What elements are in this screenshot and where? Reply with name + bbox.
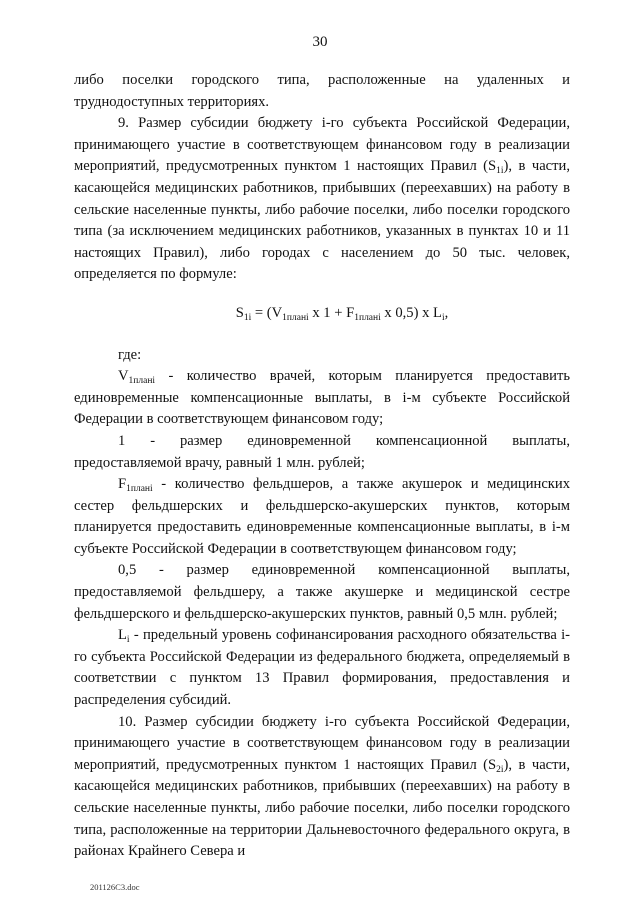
paragraph-9-tail: ), в части, касающейся медицинских работников, прибывших (переехавших) на работу в сельские населенные пункты, либо рабочие поселки, либо поселки городского типа (за исключением медицинских работников, указанных в пунктах 10 и 11 настоящих Правил), либо городах с населением до 50 тыс. человек, определяется по формуле:: [74, 158, 570, 283]
definition-l: [74, 625, 570, 711]
paragraph-9-text: 9. Размер субсидии бюджету i-го субъекта Российской Федерации, принимающего участие в соответствующем финансовом году в реализации мероприятий, предусмотренных пунктом 1 настоящих Правил (S: [74, 115, 570, 175]
definition-f-subscript: 1планi: [126, 484, 153, 495]
paragraph-9-subscript: 1i: [496, 166, 504, 177]
definition-l-symbol: L: [118, 627, 127, 644]
file-footer: 201126C3.doc: [90, 882, 140, 892]
formula-part-d: ,: [444, 304, 449, 321]
document-body: [74, 70, 570, 863]
definition-half: 0,5 - размер единовременной компенсационной выплаты, предоставляемой фельдшеру, а также акушерке и медицинской сестре фельдшерского и фельдшерско-акушерских пунктов, равный 0,5 млн. рублей;: [74, 562, 570, 622]
definition-v-text: - количество врачей, которым планируется предоставить единовременные компенсационные выплаты, в i-м субъекте Российской Федерации в соответствующем финансовом году;: [74, 368, 570, 428]
page-number: 30: [312, 34, 328, 50]
where-label: где:: [118, 346, 142, 363]
formula-l-subscript: i: [441, 312, 445, 323]
definition-f-symbol: F: [118, 476, 127, 493]
formula-part-a: = (V: [251, 304, 283, 321]
paragraph-10: [74, 712, 570, 863]
definition-one: 1 - размер единовременной компенсационной выплаты, предоставляемой врачу, равный 1 млн. рублей;: [74, 432, 570, 471]
definition-f-text: - количество фельдшеров, а также акушерок и медицинских сестер фельдшерских и фельдшерско-акушерских пунктов, которым планируется предоставить единовременные компенсационные выплаты, в i-м субъекте Российской Федерации в соответствующем финансовом году;: [74, 476, 570, 557]
paragraph-continuation: либо поселки городского типа, расположенные на удаленных и труднодоступных территориях.: [74, 72, 570, 110]
paragraph-10-subscript: 2i: [496, 764, 504, 775]
formula-s-subscript: 1i: [243, 312, 252, 323]
definition-v: [74, 366, 570, 431]
definition-v-subscript: 1планi: [128, 376, 156, 387]
formula-part-b: x 1 + F: [308, 304, 355, 321]
paragraph-10-text: 10. Размер субсидии бюджету i-го субъекта Российской Федерации, принимающего участие в соответствующем финансовом году в реализации мероприятий, предусмотренных пунктом 1 настоящих Правил (S: [74, 713, 570, 773]
formula-v-subscript: 1планi: [282, 312, 309, 323]
formula-part-c: x 0,5) x L: [380, 304, 442, 321]
definition-l-text: - предельный уровень софинансирования расходного обязательства i-го субъекта Российской Федерации из федерального бюджета, определяемый в соответствии с пунктом 13 Правил формирования, предоставления и распределения субсидий.: [74, 627, 570, 709]
formula: [74, 303, 570, 325]
definition-v-symbol: V: [118, 368, 129, 385]
paragraph-10-tail: ), в части, касающейся медицинских работников, прибывших (переехавших) на работу в сельские населенные пункты, либо рабочие поселки, либо поселки городского типа, расположенные на территории Дальневосточного федерального округа, в районах Крайнего Севера и: [74, 756, 570, 860]
paragraph-9: [74, 113, 570, 286]
formula-s: S: [235, 304, 244, 321]
definition-l-subscript: i: [126, 635, 130, 646]
formula-f-subscript: 1планi: [354, 312, 381, 323]
definition-f: [74, 474, 570, 560]
